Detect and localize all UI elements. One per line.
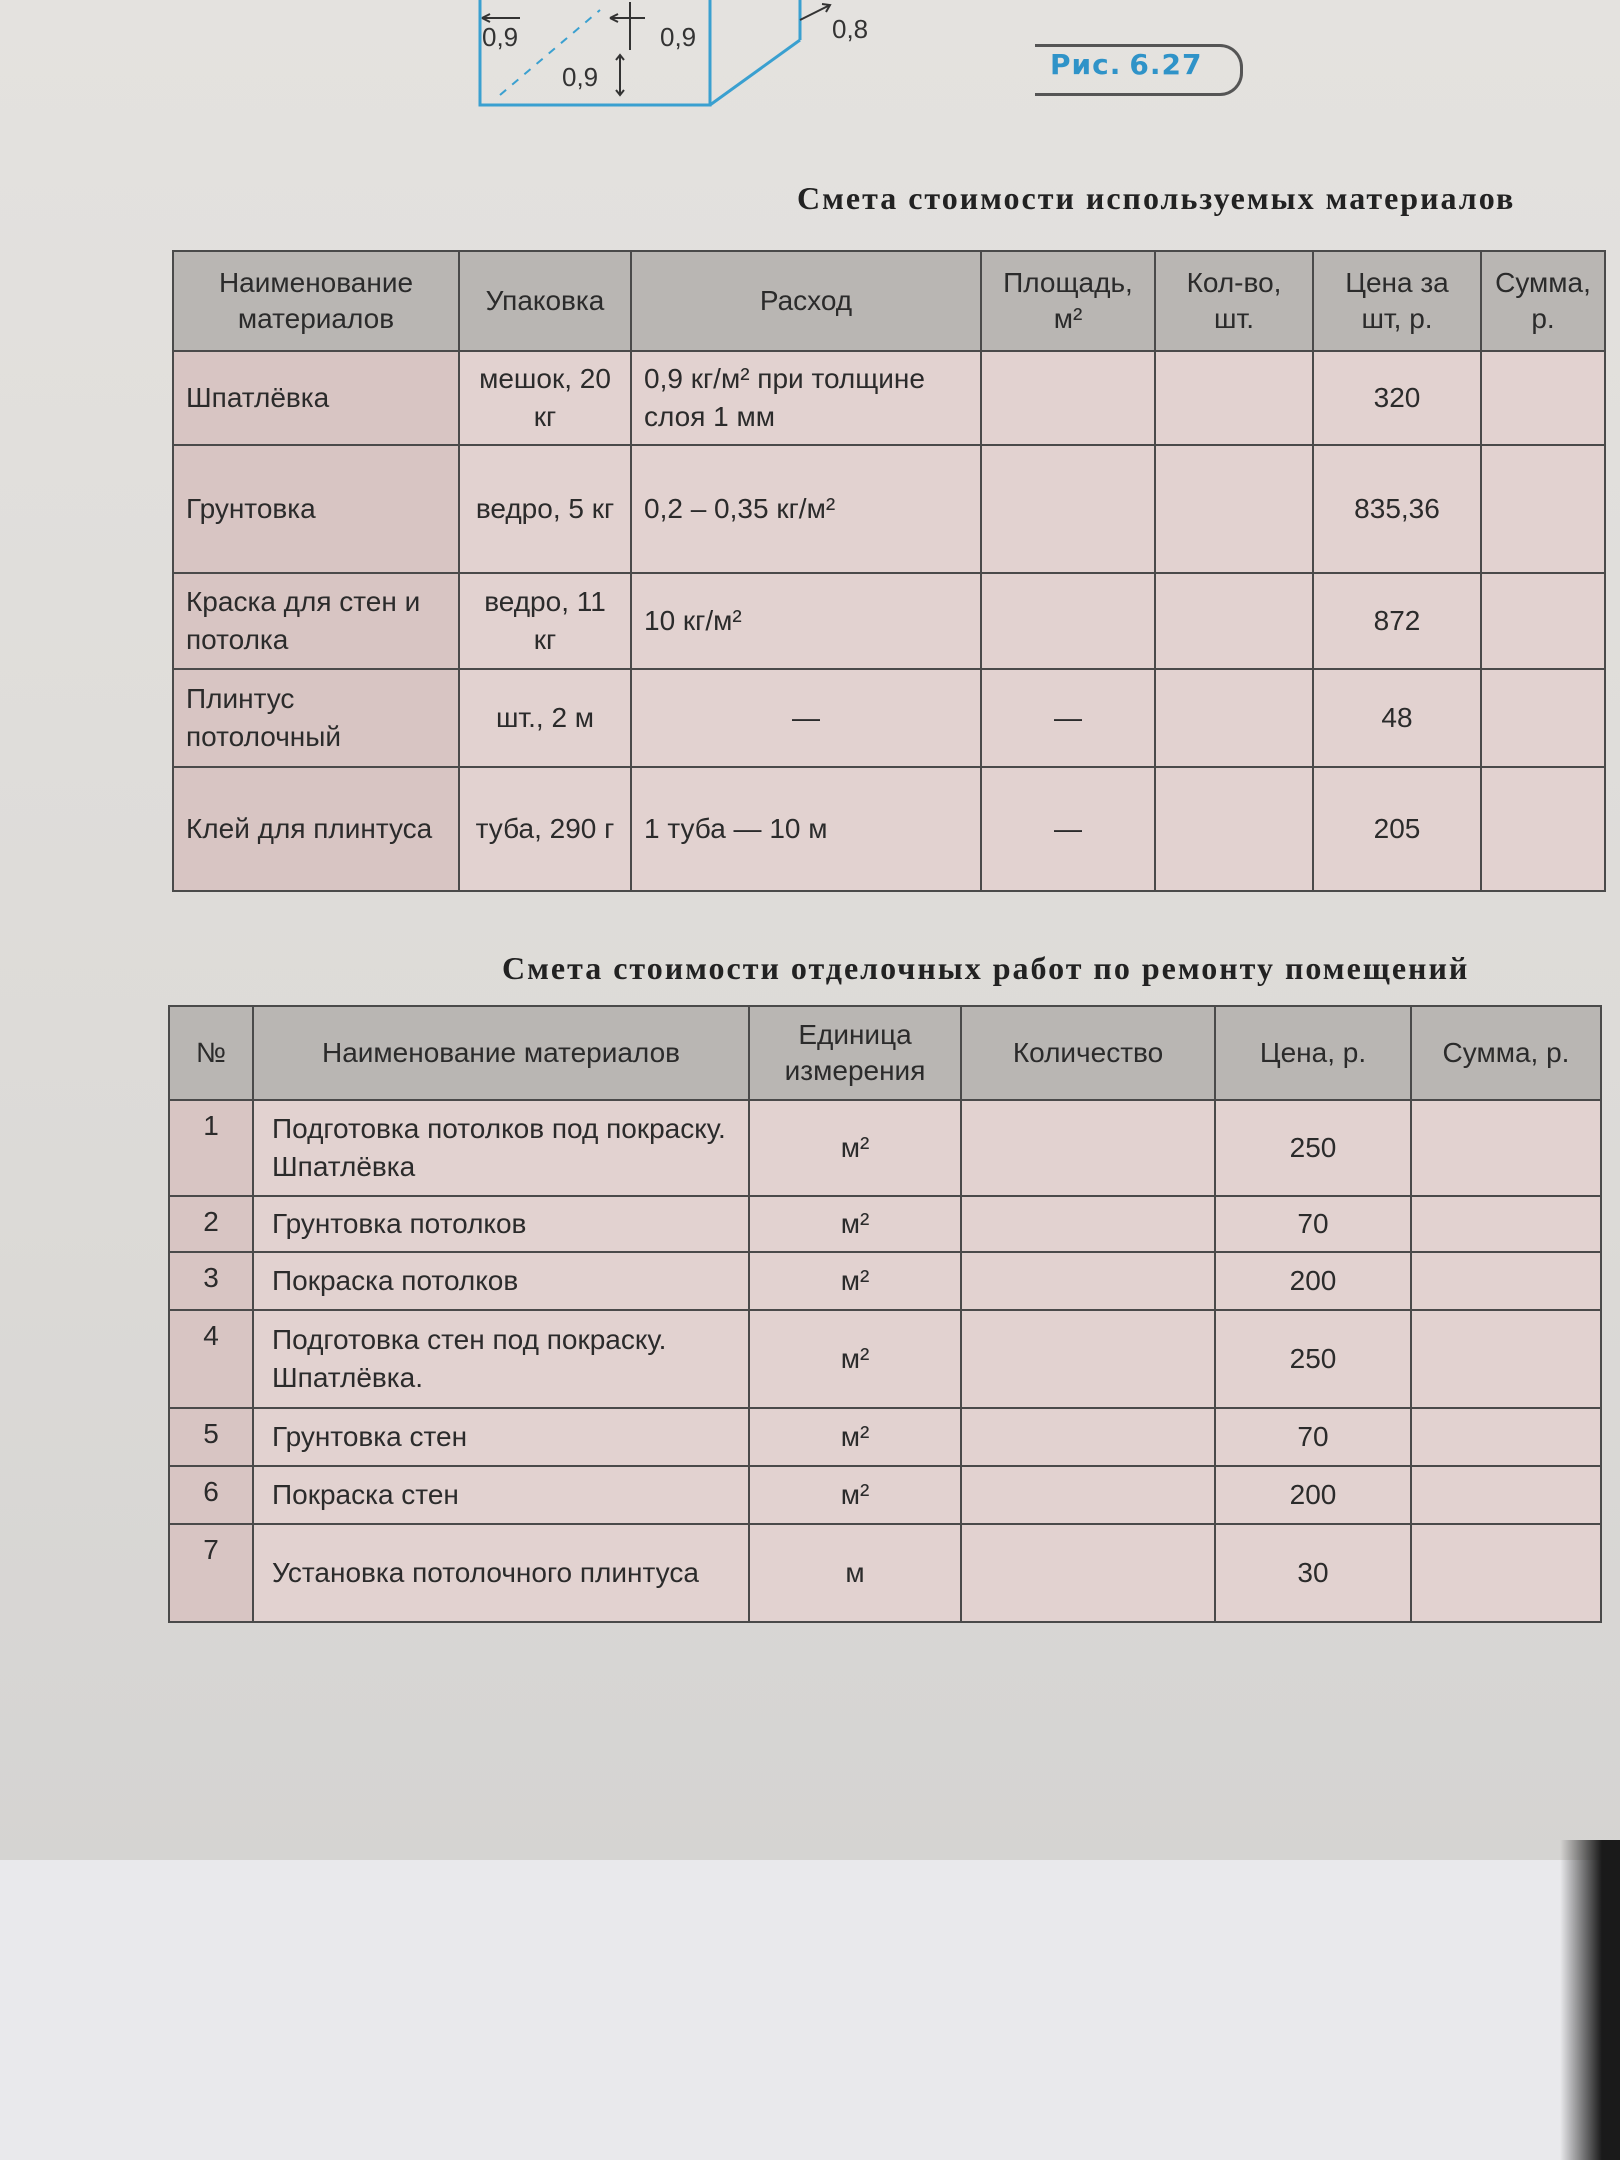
header-unit: Единица измерения: [749, 1006, 961, 1100]
work-unit: м: [749, 1524, 961, 1622]
table-row: [169, 1310, 1601, 1408]
figure-label: 0,8: [832, 14, 869, 44]
table-row: [173, 767, 1605, 891]
table-header-row: [173, 251, 1605, 351]
work-price: 250: [1215, 1310, 1411, 1408]
table-row: [169, 1252, 1601, 1310]
work-sum: [1411, 1196, 1601, 1252]
table-row: [173, 445, 1605, 573]
table-row: [169, 1466, 1601, 1524]
work-qty: [961, 1524, 1215, 1622]
work-qty: [961, 1196, 1215, 1252]
material-name: Клей для плинтуса: [173, 767, 459, 891]
figure-label: 0,9: [482, 22, 519, 52]
work-name: Грунтовка потолков: [253, 1196, 749, 1252]
material-consumption: —: [631, 669, 981, 767]
header-name: Наименование материалов: [173, 251, 459, 351]
header-area: Площадь, м²: [981, 251, 1155, 351]
work-unit: м²: [749, 1196, 961, 1252]
figure-caption: [1050, 48, 1202, 81]
header-price: Цена, р.: [1215, 1006, 1411, 1100]
work-price: 250: [1215, 1100, 1411, 1196]
work-name: Покраска потолков: [253, 1252, 749, 1310]
page-lower-strip: [0, 1860, 1620, 2160]
work-qty: [961, 1252, 1215, 1310]
material-package: туба, 290 г: [459, 767, 631, 891]
material-package: ведро, 5 кг: [459, 445, 631, 573]
work-name: Подготовка потолков под покраску. Шпатлёвка: [253, 1100, 749, 1196]
work-qty: [961, 1466, 1215, 1524]
material-qty: [1155, 351, 1313, 445]
work-unit: м²: [749, 1100, 961, 1196]
header-consumption: Расход: [631, 251, 981, 351]
material-package: ведро, 11 кг: [459, 573, 631, 669]
material-sum: [1481, 351, 1605, 445]
material-package: шт., 2 м: [459, 669, 631, 767]
material-price: 48: [1313, 669, 1481, 767]
work-name: Грунтовка стен: [253, 1408, 749, 1466]
work-price: 200: [1215, 1466, 1411, 1524]
material-sum: [1481, 767, 1605, 891]
work-price: 30: [1215, 1524, 1411, 1622]
work-number: 7: [169, 1524, 253, 1622]
material-price: 205: [1313, 767, 1481, 891]
figure-label: 0,9: [660, 22, 697, 52]
work-number: 1: [169, 1100, 253, 1196]
figure-label: 0,9: [562, 62, 599, 92]
table-row: [169, 1524, 1601, 1622]
material-area: [981, 573, 1155, 669]
material-price: 835,36: [1313, 445, 1481, 573]
work-unit: м²: [749, 1310, 961, 1408]
header-num: №: [169, 1006, 253, 1100]
work-qty: [961, 1100, 1215, 1196]
material-name: Шпатлёвка: [173, 351, 459, 445]
table-header-row: [169, 1006, 1601, 1100]
work-price: 200: [1215, 1252, 1411, 1310]
material-qty: [1155, 573, 1313, 669]
works-table-title: Смета стоимости отделочных работ по ремонту помещений: [502, 950, 1470, 986]
material-sum: [1481, 669, 1605, 767]
materials-table-title: Смета стоимости используемых материалов: [797, 180, 1516, 216]
work-name: Подготовка стен под покраску. Шпатлёвка.: [253, 1310, 749, 1408]
table-row: [173, 669, 1605, 767]
material-area: —: [981, 767, 1155, 891]
table-row: [169, 1196, 1601, 1252]
materials-table: [172, 250, 1606, 892]
header-name: Наименование материалов: [253, 1006, 749, 1100]
material-name: Краска для стен и потолка: [173, 573, 459, 669]
work-qty: [961, 1408, 1215, 1466]
material-consumption: 10 кг/м²: [631, 573, 981, 669]
work-sum: [1411, 1524, 1601, 1622]
material-qty: [1155, 767, 1313, 891]
work-number: 4: [169, 1310, 253, 1408]
work-sum: [1411, 1408, 1601, 1466]
work-number: 6: [169, 1466, 253, 1524]
material-name: Грунтовка: [173, 445, 459, 573]
work-qty: [961, 1310, 1215, 1408]
work-number: 3: [169, 1252, 253, 1310]
material-package: мешок, 20 кг: [459, 351, 631, 445]
header-qty: Количество: [961, 1006, 1215, 1100]
material-area: —: [981, 669, 1155, 767]
material-qty: [1155, 669, 1313, 767]
work-unit: м²: [749, 1466, 961, 1524]
works-table: [168, 1005, 1602, 1623]
material-sum: [1481, 573, 1605, 669]
figure-caption-number: 6.27: [1129, 48, 1203, 81]
page-edge-shadow: [1560, 1840, 1620, 2160]
material-area: [981, 445, 1155, 573]
material-consumption: 0,9 кг/м² при толщине слоя 1 мм: [631, 351, 981, 445]
header-price: Цена за шт, р.: [1313, 251, 1481, 351]
work-unit: м²: [749, 1408, 961, 1466]
header-package: Упаковка: [459, 251, 631, 351]
work-sum: [1411, 1252, 1601, 1310]
table-row: [173, 351, 1605, 445]
figure-caption-prefix: Рис.: [1050, 48, 1122, 81]
material-price: 872: [1313, 573, 1481, 669]
header-qty: Кол-во, шт.: [1155, 251, 1313, 351]
material-sum: [1481, 445, 1605, 573]
material-price: 320: [1313, 351, 1481, 445]
table-row: [169, 1408, 1601, 1466]
work-price: 70: [1215, 1408, 1411, 1466]
header-sum: Сумма, р.: [1481, 251, 1605, 351]
work-name: Покраска стен: [253, 1466, 749, 1524]
material-area: [981, 351, 1155, 445]
material-name: Плинтус потолочный: [173, 669, 459, 767]
table-row: [173, 573, 1605, 669]
work-sum: [1411, 1466, 1601, 1524]
work-name: Установка потолочного плинтуса: [253, 1524, 749, 1622]
work-sum: [1411, 1310, 1601, 1408]
header-sum: Сумма, р.: [1411, 1006, 1601, 1100]
work-price: 70: [1215, 1196, 1411, 1252]
material-consumption: 1 туба — 10 м: [631, 767, 981, 891]
work-sum: [1411, 1100, 1601, 1196]
material-consumption: 0,2 – 0,35 кг/м²: [631, 445, 981, 573]
work-number: 5: [169, 1408, 253, 1466]
table-row: [169, 1100, 1601, 1196]
work-number: 2: [169, 1196, 253, 1252]
work-unit: м²: [749, 1252, 961, 1310]
material-qty: [1155, 445, 1313, 573]
